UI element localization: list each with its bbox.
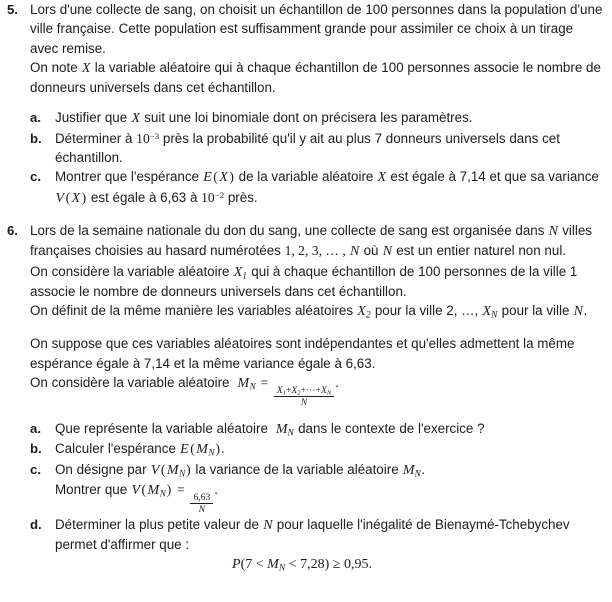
ex6-c-part3: Montrer que xyxy=(55,481,128,497)
spacer xyxy=(30,408,604,419)
math-variable-x: X xyxy=(131,111,140,127)
exercise-6-subquestions xyxy=(30,419,604,555)
exponent-minus-two: −2 xyxy=(214,189,225,200)
subquestion-6d-body xyxy=(55,515,604,555)
subquestion-6d xyxy=(30,515,604,555)
subquestion-6a-body xyxy=(55,419,604,439)
ex5-a-part2: suit une loi binomiale dont on précisera les paramètres. xyxy=(144,110,473,126)
math-variable-x: X xyxy=(377,170,387,186)
ex5-p2-part2: la variable aléatoire qui à chaque échantillon de 100 personnes associe le nombre de donneurs universels dans cet échantillon. xyxy=(30,59,601,96)
ex5-p2-part1: On note xyxy=(30,59,78,75)
exercise-6-paragraph-2 xyxy=(30,262,604,302)
subquestion-5c xyxy=(30,167,604,208)
ex6-p1-part1: Lors de la semaine nationale du don du sang, une collecte de sang est organisée dans xyxy=(30,222,545,238)
subquestion-5c-body xyxy=(55,167,604,208)
math-variable-x: X xyxy=(81,60,91,76)
exercise-6-body xyxy=(30,221,612,574)
ex6-p1-part2: villes françaises choisies au hasard numérotées xyxy=(30,222,592,259)
math-variable-n: N xyxy=(573,304,583,320)
power-of-ten-minus-two xyxy=(201,190,224,205)
math-expectation-of-x: E ( X ) xyxy=(203,169,234,186)
subquestion-5b-letter: b. xyxy=(30,130,42,146)
fraction-denominator: N xyxy=(190,503,213,515)
math-variance-of-mn: V ( $M_N$) xyxy=(150,461,191,479)
subquestion-5c-letter: c. xyxy=(30,169,41,185)
ex5-c-part2: de la variable aléatoire xyxy=(238,169,374,185)
exercise-5-body xyxy=(30,0,612,208)
math-numbering-sequence: 1, 2, 3, … , xyxy=(284,243,346,259)
ex6-a-part1: Que représente la variable aléatoire xyxy=(55,421,268,437)
exercise-5-paragraph-1-text: Lors d'une collecte de sang, on choisit un échantillon de 100 personnes dans la population d'une ville française. Cette population est suffisamment grande pour assimiler ce choix à un tirage avec remise. xyxy=(30,2,603,56)
math-variance-formula-mn: V ( $M_N$) = $\frac{6,63}{N}$ . xyxy=(131,481,218,515)
base-ten: 10 xyxy=(201,189,215,205)
math-variable-xn: $X_N$ xyxy=(482,304,498,321)
math-variable-x2: $X_2$ xyxy=(357,304,371,321)
ex5-c-part4: est égale à 6,63 à xyxy=(90,189,198,205)
ex5-b-part1: Déterminer à xyxy=(55,130,133,146)
math-variance-of-x: V ( X ) xyxy=(55,189,87,206)
subquestion-6d-letter: d. xyxy=(30,516,42,532)
math-definition-mn: $M_N$ = $\frac{X_1+X_2+\cdots+X_N}{N}$ . xyxy=(237,375,339,409)
spacer xyxy=(30,97,604,108)
subquestion-6c xyxy=(30,460,604,515)
exercise-6-paragraph-5 xyxy=(30,373,604,408)
exercise-number-5: 5. xyxy=(7,2,18,17)
subquestion-5a-letter: a. xyxy=(30,110,41,126)
ex6-c-line1: On désigne par V ( $M_N$) la variance de la variable aléatoire $M_N$. xyxy=(55,461,426,480)
base-ten: 10 xyxy=(136,130,150,146)
subquestion-6c-body xyxy=(55,460,604,515)
subquestion-6a xyxy=(30,419,604,439)
display-formula-bienayme-tchebychev: $P(7 < M_N < 7,28) \ge 0,95$. xyxy=(232,556,372,574)
exercise-6-paragraph-3: On définit de la même manière les variables aléatoires $X_2$ pour la ville 2, …, $X_N$ pour la ville N. xyxy=(30,303,588,321)
ex6-c-line2 xyxy=(55,481,218,515)
exercise-6-paragraph-1 xyxy=(30,221,604,262)
ex5-a-part1: Justifier que xyxy=(55,110,128,126)
ex6-c-part2: la variance de la variable aléatoire xyxy=(195,461,399,477)
exercise-block-5 xyxy=(0,0,612,208)
subquestion-6b-body: Calculer l'espérance E ( $M_N$). xyxy=(55,441,225,458)
exercise-5-subquestions xyxy=(30,108,604,207)
ex6-p3-part2: pour la ville 2, …, xyxy=(374,303,479,319)
subquestion-5b xyxy=(30,129,604,168)
ex6-p4-text: On suppose que ces variables aléatoires sont indépendantes et qu'elles admettent la même espérance égale à 7,14 et la même variance égale à 6,63. xyxy=(30,336,575,371)
ex6-c-part1: On désigne par xyxy=(55,461,147,477)
math-variable-n: N xyxy=(263,517,273,533)
ex6-p1-part3: où xyxy=(363,243,379,259)
exercise-6-paragraph-4 xyxy=(30,334,604,373)
ex6-d-part1: Déterminer la plus petite valeur de xyxy=(55,516,259,532)
ex6-p2-part2: qui à chaque échantillon de 100 personnes de la ville 1 associe le nombre de donneurs universels dans cet échantillon. xyxy=(30,263,578,299)
fraction-mn-definition xyxy=(274,385,334,408)
math-variable-n: N xyxy=(382,244,393,260)
exercise-5-paragraph-1 xyxy=(30,0,604,58)
ex6-p5-part1: On considère la variable aléatoire xyxy=(30,375,230,391)
spacer-between-exercises xyxy=(0,208,612,221)
ex6-a-part2: dans le contexte de l'exercice ? xyxy=(298,421,485,437)
ex6-p3-part1: On définit de la même manière les variables aléatoires xyxy=(30,303,354,319)
math-variable-n: N xyxy=(349,244,360,260)
ex6-d-part2: pour laquelle l'inégalité de Bienaymé-Tchebychev permet d'affirmer que : xyxy=(55,516,570,553)
subquestion-5a xyxy=(30,108,604,128)
ex5-c-part5: près. xyxy=(227,189,258,205)
fraction-denominator: N xyxy=(274,396,334,408)
math-variable-mn: $M_N$ xyxy=(275,422,294,439)
spacer xyxy=(30,321,604,334)
ex5-c-part3: est égale à 7,14 et que sa variance xyxy=(390,169,599,185)
subquestion-5a-body xyxy=(55,108,604,128)
subquestion-6b-letter: b. xyxy=(30,441,42,457)
fraction-numerator: $X_1+X_2+\cdots+X_N$ xyxy=(276,385,332,397)
ex5-c-part1: Montrer que l'espérance xyxy=(55,169,199,185)
subquestion-6b xyxy=(30,439,604,459)
subquestion-6a-letter: a. xyxy=(30,421,41,437)
exercise-5-paragraph-2 xyxy=(30,58,604,98)
exercise-number-6: 6. xyxy=(7,222,18,238)
exercise-block-6 xyxy=(0,221,612,574)
fraction-variance-value xyxy=(190,492,213,515)
ex6-p2-part1: On considère la variable aléatoire xyxy=(30,263,230,279)
math-variable-n: N xyxy=(548,223,558,239)
exponent-minus-three: −3 xyxy=(149,130,160,141)
ex6-p1-part4: est un entier naturel non nul. xyxy=(396,243,567,259)
fraction-numerator: 6,63 xyxy=(193,491,211,503)
math-variable-mn: $M_N$ xyxy=(402,462,421,480)
power-of-ten-minus-three xyxy=(136,131,159,146)
math-expectation-of-mn: E ( $M_N$) xyxy=(180,441,221,458)
subquestion-5b-body xyxy=(55,129,604,168)
ex5-b-part2: près la probabilité qu'il y ait au plus 7 donneurs universels dans cet échantillon. xyxy=(55,130,560,166)
ex6-b-part1: Calculer l'espérance xyxy=(55,441,176,457)
math-variable-x1: $X_1$ xyxy=(233,264,248,282)
subquestion-6c-letter: c. xyxy=(30,461,41,477)
ex6-p3-part3: pour la ville xyxy=(501,303,570,319)
